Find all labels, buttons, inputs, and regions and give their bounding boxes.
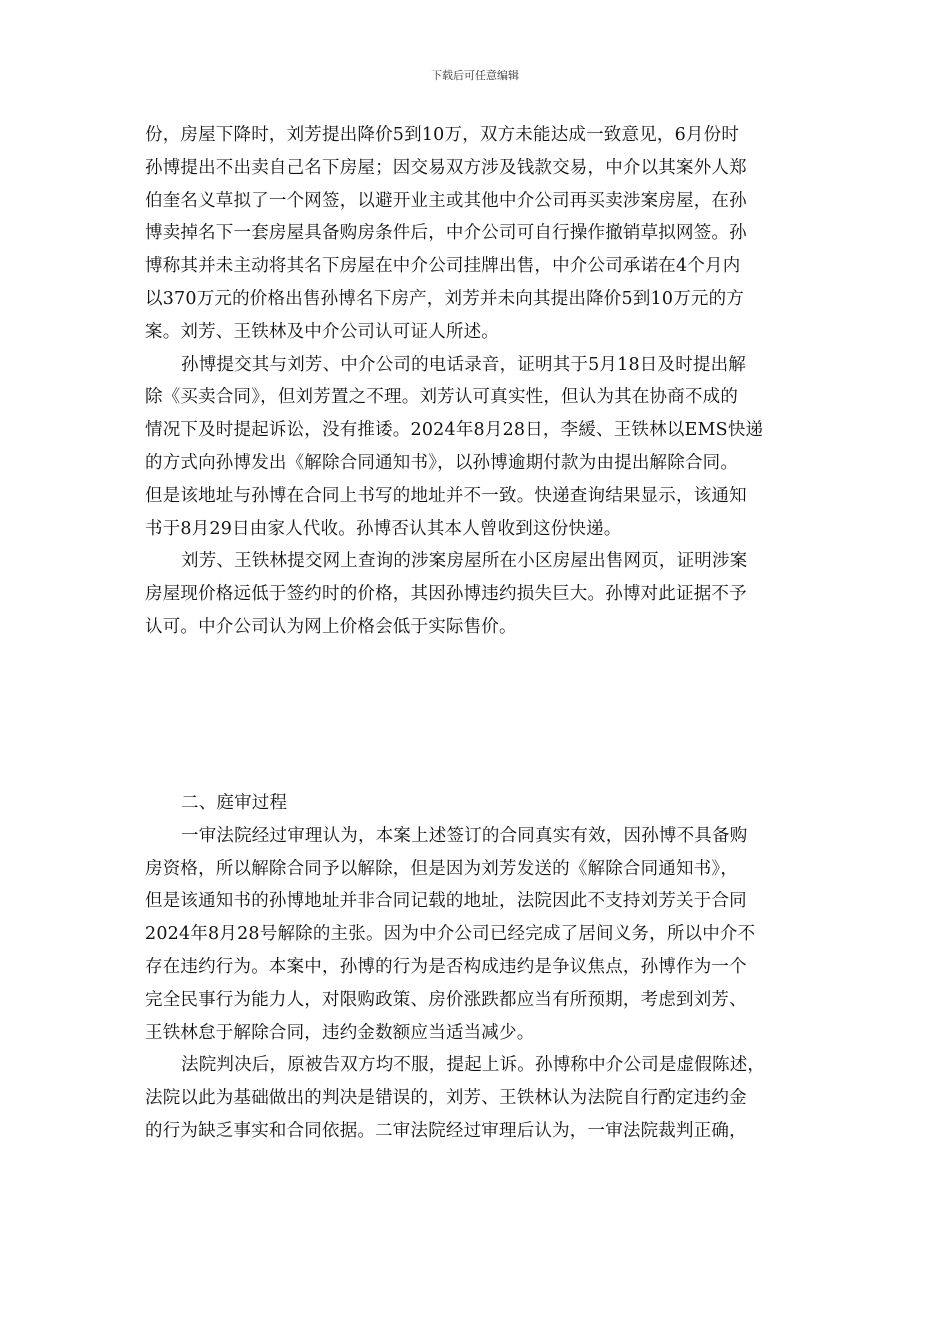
text-line: 存在违约行为。本案中，孙博的行为是否构成违约是争议焦点，孙博作为一个 bbox=[145, 956, 747, 977]
text-line: 法院判决后，原被告双方均不服，提起上诉。孙博称中介公司是虚假陈述， bbox=[181, 1055, 766, 1076]
paragraph-first-instance bbox=[145, 820, 810, 1050]
paragraph-online-price bbox=[145, 545, 810, 643]
text-line: 但是该通知书的孙博地址并非合同记载的地址，法院因此不支持刘芳关于合同 bbox=[145, 891, 747, 912]
text-line: 案。刘芳、王铁林及中介公司认可证人所述。 bbox=[145, 321, 499, 342]
text-line: 份，房屋下降时，刘芳提出降价5到10万，双方未能达成一致意见，6月份时 bbox=[145, 125, 740, 145]
section-facts bbox=[145, 119, 810, 644]
text-line: 博卖掉名下一套房屋具备购房条件后，中介公司可自行操作撤销草拟网签。孙 bbox=[145, 223, 747, 244]
paragraph-witness-statement bbox=[145, 119, 810, 349]
heading-text: 二、庭审过程 bbox=[181, 793, 288, 813]
text-line: 但是该地址与孙博在合同上书写的地址并不一致。快递查询结果显示，该通知 bbox=[145, 485, 747, 506]
text-line: 法院以此为基础做出的判决是错误的，刘芳、王铁林认为法院自行酌定违约金 bbox=[145, 1088, 747, 1109]
text-line: 的方式向孙博发出《解除合同通知书》，以孙博逾期付款为由提出解除合同。 bbox=[145, 452, 739, 473]
text-line: 房资格，所以解除合同予以解除，但是因为刘芳发送的《解除合同通知书》， bbox=[145, 858, 739, 879]
text-line: 伯奎名义草拟了一个网签，以避开业主或其他中介公司再买卖涉案房屋，在孙 bbox=[145, 190, 747, 211]
text-line: 房屋现价格远低于签约时的价格，其因孙博违约损失巨大。孙博对此证据不予 bbox=[145, 584, 747, 605]
text-line: 王铁林怠于解除合同，违约金数额应当适当减少。 bbox=[145, 1022, 535, 1043]
text-line: 以370万元的价格出售孙博名下房产，刘芳并未向其提出降价5到10万元的方 bbox=[145, 288, 745, 309]
text-line: 书于8月29日由家人代收。孙博否认其本人曾收到这份快递。 bbox=[145, 518, 622, 539]
text-line: 认可。中介公司认为网上价格会低于实际售价。 bbox=[145, 616, 517, 637]
text-line: 孙博提出不出卖自己名下房屋；因交易双方涉及钱款交易，中介以其案外人郑 bbox=[145, 157, 747, 178]
text-line: 2024年8月28号解除的主张。因为中介公司已经完成了居间义务，所以中介不 bbox=[145, 924, 756, 945]
paragraph-appeal bbox=[145, 1049, 810, 1147]
text-line: 一审法院经过审理认为，本案上述签订的合同真实有效，因孙博不具备购 bbox=[181, 825, 748, 846]
text-line: 孙博提交其与刘芳、中介公司的电话录音，证明其于5月18日及时提出解 bbox=[181, 354, 746, 375]
text-line: 的行为缺乏事实和合同依据。二审法院经过审理后认为，一审法院裁判正确， bbox=[145, 1120, 747, 1141]
text-line: 情况下及时提起诉讼，没有推诿。2024年8月28日，李緩、王铁林以EMS快递 bbox=[145, 420, 764, 441]
section-trial-process bbox=[145, 787, 810, 1148]
text-line: 完全民事行为能力人，对限购政策、房价涨跌都应当有所预期，考虑到刘芳、 bbox=[145, 989, 747, 1010]
text-line: 博称其并未主动将其名下房屋在中介公司挂牌出售，中介公司承诺在4个月内 bbox=[145, 256, 741, 277]
page-header: 下载后可任意编辑 bbox=[431, 69, 519, 82]
text-line: 除《买卖合同》，但刘芳置之不理。刘芳认可真实性，但认为其在协商不成的 bbox=[145, 387, 739, 408]
section-heading bbox=[145, 787, 810, 820]
text-line: 刘芳、王铁林提交网上查询的涉案房屋所在小区房屋出售网页，证明涉案 bbox=[181, 551, 748, 572]
paragraph-phone-recording bbox=[145, 349, 810, 546]
